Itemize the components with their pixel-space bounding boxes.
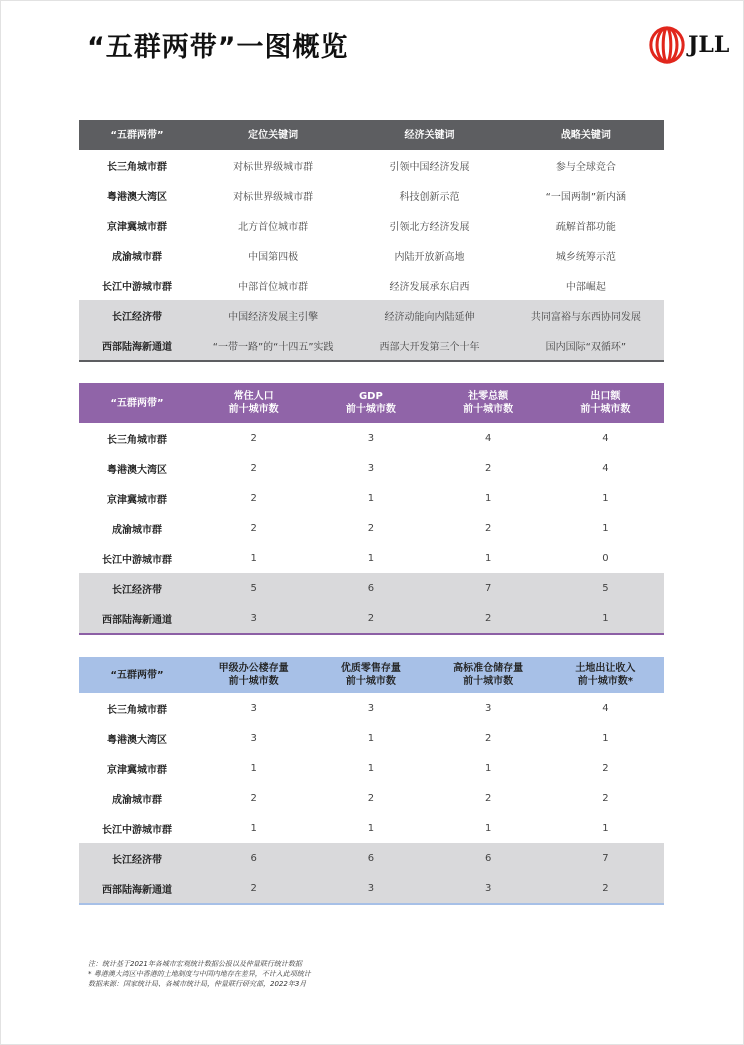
table-cell: 共同富裕与东西协同发展	[508, 300, 664, 330]
footnote-line: 数据来源：国家统计局、各城市统计局，仲量联行研究部，2022年3月	[88, 980, 307, 988]
table-cell: 3	[367, 702, 375, 714]
table-row	[79, 240, 664, 270]
table-cell: 5	[547, 573, 664, 603]
header-cell	[195, 657, 312, 693]
table-cell: 2	[312, 603, 429, 634]
table-cell: 3	[250, 732, 257, 744]
table-cell: 2	[484, 522, 492, 534]
row-header: 西部陆海新通道	[79, 873, 195, 904]
row-header: 西部陆海新通道	[79, 330, 195, 361]
table-cell: 3	[195, 603, 312, 634]
table-cell: 1	[602, 522, 609, 534]
header-cell: 经济关键词	[351, 120, 507, 150]
header-line: 高标准仓储存量	[453, 663, 524, 674]
table-header-row	[79, 383, 664, 423]
table-cell: 5	[195, 573, 312, 603]
table-header-row	[79, 657, 664, 693]
header-cell: 战略关键词	[508, 120, 664, 150]
row-header: 长三角城市群	[107, 704, 167, 716]
table-cell: 3	[430, 873, 547, 904]
table-cell: 1	[547, 603, 664, 634]
table-cell: 3	[367, 462, 375, 474]
table-cell: 2	[250, 522, 257, 534]
table-cell: 1	[367, 492, 375, 504]
table-cell: 7	[430, 573, 547, 603]
table-cell: 经济动能向内陆延伸	[351, 300, 507, 330]
table-cell: 城乡统筹示范	[555, 251, 616, 263]
row-header: 成渝城市群	[112, 524, 162, 536]
table-cell: 内陆开放新高地	[394, 251, 465, 263]
row-header: 京津冀城市群	[107, 764, 167, 776]
row-header: 京津冀城市群	[107, 221, 167, 233]
header-line: 前十城市数	[228, 404, 279, 415]
table-cell: 3	[312, 873, 429, 904]
table-cell: 1	[250, 762, 257, 774]
table-cell: 2	[367, 792, 375, 804]
table-cell: 1	[602, 492, 609, 504]
table-cell: 1	[250, 552, 257, 564]
header-line: 甲级办公楼存量	[218, 663, 289, 674]
footnotes	[88, 959, 311, 989]
table-cell: 疏解首都功能	[555, 221, 616, 233]
table-cell: 3	[367, 432, 375, 444]
table-cell: 西部大开发第三个十年	[351, 330, 507, 361]
table-cell: 2	[250, 432, 257, 444]
table-row-shaded	[79, 300, 664, 330]
table-cell: 1	[367, 732, 375, 744]
footnote-line: * 粤港澳大湾区中香港的土地制度与中国内地存在差异，不计入此项统计	[88, 970, 311, 978]
table-row	[79, 813, 664, 843]
row-header: 长三角城市群	[107, 434, 167, 446]
row-header: 长江经济带	[79, 843, 195, 873]
header-line: 优质零售存量	[340, 663, 401, 674]
table-cell: 中部崛起	[565, 281, 606, 293]
table-cell: “一国两制”新内涵	[545, 191, 627, 203]
table-cell: 4	[602, 702, 609, 714]
row-header: 长江经济带	[79, 573, 195, 603]
table-cell: 3	[250, 702, 257, 714]
header-line: 社零总额	[468, 391, 509, 402]
table-cell: 2	[250, 792, 257, 804]
logo-text: JLL	[688, 32, 730, 58]
positioning-keywords-table	[79, 120, 664, 362]
header-line: 前十城市数	[463, 404, 514, 415]
table-header-row	[79, 120, 664, 150]
table-cell: 2	[250, 492, 257, 504]
header-line: 前十城市数	[580, 404, 631, 415]
table-cell: 引领北方经济发展	[389, 221, 470, 233]
table-cell: 1	[367, 822, 375, 834]
real-estate-stock-table	[79, 657, 664, 905]
table-row-shaded	[79, 330, 664, 361]
page-title: “五群两带”一图概览	[87, 32, 349, 63]
header-line: “五群两带”	[110, 397, 164, 409]
row-header: 京津冀城市群	[107, 494, 167, 506]
table-cell: 中部首位城市群	[238, 281, 309, 293]
header-line: GDP	[358, 391, 383, 402]
table-cell: 2	[484, 792, 492, 804]
table-cell: 6	[312, 843, 429, 873]
table-row-shaded	[79, 843, 664, 873]
table-cell: 1	[484, 762, 492, 774]
jll-logo	[648, 26, 729, 64]
row-header: 西部陆海新通道	[79, 603, 195, 634]
table-cell: 6	[195, 843, 312, 873]
table-cell: 2	[430, 603, 547, 634]
table-cell: 经济发展承东启西	[389, 281, 470, 293]
table-row	[79, 150, 664, 180]
table-cell: 6	[312, 573, 429, 603]
table-cell: “一带一路”的“十四五”实践	[195, 330, 351, 361]
table-cell: 3	[484, 702, 492, 714]
table-row	[79, 423, 664, 453]
table-cell: 4	[602, 462, 609, 474]
table-cell: 4	[602, 432, 609, 444]
table-cell: 1	[367, 762, 375, 774]
table-cell: 0	[602, 552, 609, 564]
table-cell: 2	[547, 873, 664, 904]
row-header: 长三角城市群	[107, 161, 167, 173]
table-cell: 参与全球竞合	[555, 161, 616, 173]
table-cell: 2	[484, 732, 492, 744]
row-header: 长江中游城市群	[102, 281, 172, 293]
table-cell: 中国第四极	[248, 251, 299, 263]
table-cell: 2	[602, 792, 609, 804]
table-cell: 国内国际“双循环”	[508, 330, 664, 361]
header-line: 前十城市数	[345, 404, 396, 415]
header-line: 前十城市数*	[577, 676, 633, 687]
table-cell: 对标世界级城市群	[233, 161, 314, 173]
table-cell: 1	[484, 822, 492, 834]
row-header: 成渝城市群	[112, 794, 162, 806]
table-row	[79, 543, 664, 573]
header-line: 出口额	[590, 391, 621, 402]
header-line: 土地出让收入	[575, 663, 636, 674]
header-line: 前十城市数	[228, 676, 279, 687]
row-header: 长江中游城市群	[102, 554, 172, 566]
table-row	[79, 210, 664, 240]
table-cell: 1	[250, 822, 257, 834]
table-cell: 6	[430, 843, 547, 873]
header-cell	[312, 383, 429, 423]
table-row	[79, 180, 664, 210]
header-cell: 定位关键词	[195, 120, 351, 150]
footnote-line: 注：统计基于2021年各城市宏观统计数据公报以及仲量联行统计数据	[88, 960, 302, 968]
header-cell	[79, 383, 195, 423]
header-cell	[312, 657, 429, 693]
table-row	[79, 513, 664, 543]
table-row	[79, 693, 664, 723]
table-cell: 2	[195, 873, 312, 904]
table-row-shaded	[79, 573, 664, 603]
row-header: 成渝城市群	[112, 251, 162, 263]
header-cell	[547, 657, 664, 693]
table-cell: 2	[602, 762, 609, 774]
table-cell: 2	[484, 462, 492, 474]
header-cell	[79, 657, 195, 693]
row-header: 粤港澳大湾区	[107, 191, 167, 203]
jll-logo-icon	[648, 26, 686, 64]
table-row	[79, 453, 664, 483]
header-line: “五群两带”	[110, 669, 164, 681]
table-row	[79, 723, 664, 753]
table-row	[79, 753, 664, 783]
table-cell: 1	[602, 822, 609, 834]
row-header: 长江经济带	[79, 300, 195, 330]
header-line: 前十城市数	[345, 676, 396, 687]
table-cell: 对标世界级城市群	[233, 191, 314, 203]
header-cell: “五群两带”	[79, 120, 195, 150]
table-cell: 2	[250, 462, 257, 474]
row-header: 粤港澳大湾区	[107, 734, 167, 746]
table-row-shaded	[79, 873, 664, 904]
table-row	[79, 270, 664, 300]
table-cell: 中国经济发展主引擎	[195, 300, 351, 330]
table-cell: 北方首位城市群	[238, 221, 309, 233]
population-gdp-table	[79, 383, 664, 635]
header-line: 常住人口	[233, 391, 274, 402]
header-cell	[195, 383, 312, 423]
table-cell: 1	[484, 552, 492, 564]
header-cell	[430, 383, 547, 423]
row-header: 长江中游城市群	[102, 824, 172, 836]
table-cell: 7	[547, 843, 664, 873]
table-cell: 2	[367, 522, 375, 534]
table-cell: 1	[484, 492, 492, 504]
table-cell: 1	[602, 732, 609, 744]
header-cell	[430, 657, 547, 693]
row-header: 粤港澳大湾区	[107, 464, 167, 476]
table-row-shaded	[79, 603, 664, 634]
table-cell: 科技创新示范	[399, 191, 460, 203]
table-row	[79, 783, 664, 813]
table-cell: 引领中国经济发展	[389, 161, 470, 173]
table-cell: 4	[484, 432, 492, 444]
header-line: 前十城市数	[463, 676, 514, 687]
table-row	[79, 483, 664, 513]
header-cell	[547, 383, 664, 423]
table-cell: 1	[367, 552, 375, 564]
